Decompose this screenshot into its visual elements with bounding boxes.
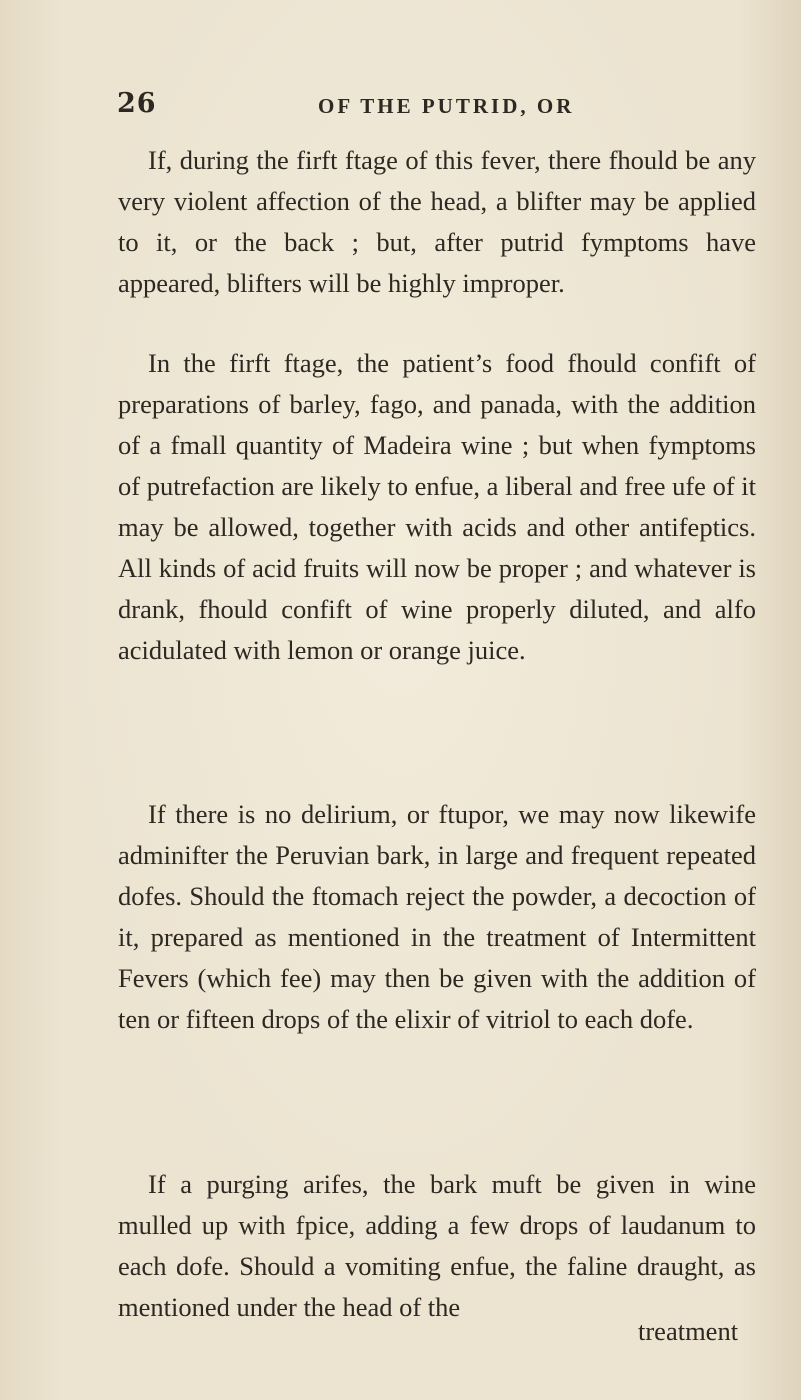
paragraph-peruvian-bark: If there is no delirium, or ftupor, we may now likewife adminifter the Peruvian bark, in large and frequent repeated dofes. Should the ftomach reject the powder, a decoction of it, prepared as mentioned in the treatment of Intermittent Fevers (which fee) may then be given with the addition of ten or fifteen drops of the elixir of vitriol to each dofe.	[118, 799, 756, 1034]
paragraph-diet: In the firft ftage, the patient’s food fhould confift of preparations of barley, fago, and panada, with the addition of a fmall quantity of Madeira wine ; but when fymptoms of putrefaction are likely to enfue, a liberal and free ufe of it may be allowed, together with acids and other antifeptics. All kinds of acid fruits will now be proper ; and whatever is drank, fhould confift of wine properly diluted, and alfo acidulated with lemon or orange juice.	[118, 348, 756, 665]
page-header	[0, 88, 801, 128]
catchword: treatment	[638, 1316, 739, 1346]
paragraph-purging: If a purging arifes, the bark muft be given in wine mulled up with fpice, adding a few drops of laudanum to each dofe. Should a vomiting enfue, the faline draught, as mentioned under the head of the	[118, 1169, 756, 1322]
paragraph-blister: If, during the firft ftage of this fever, there fhould be any very violent affection of the head, a blifter may be applied to it, or the back ; but, after putrid fymptoms have appeared, blifters will be highly improper.	[118, 145, 756, 298]
running-head: OF THE PUTRID, OR	[318, 94, 575, 118]
page-number: 26	[117, 88, 157, 119]
